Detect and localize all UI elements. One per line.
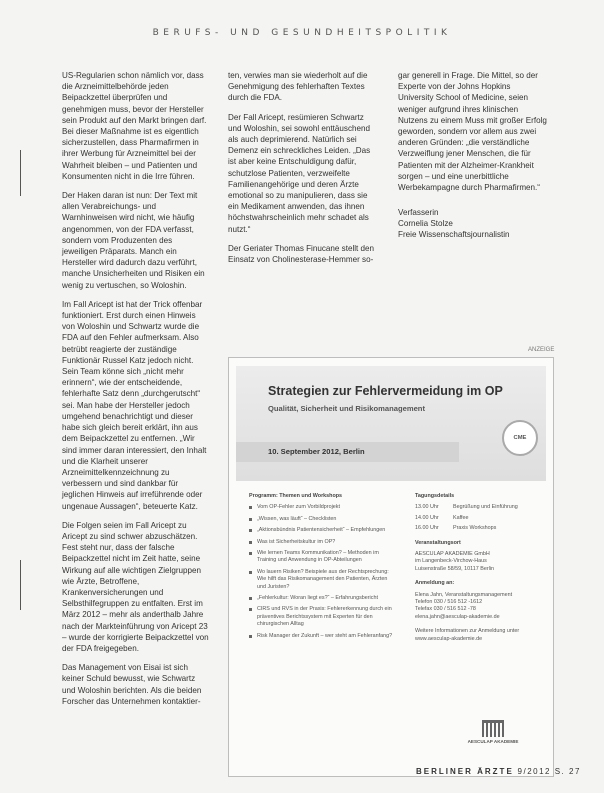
contact-line: Telefax 030 / 516 512 -78 <box>415 606 476 613</box>
paragraph: ten, verwies man sie wiederholt auf die Genehmigung des fehlerhaften Textes durch die FDA. <box>228 71 368 103</box>
contact-line: Elena Jahn, Veranstaltungsmanagement <box>415 591 513 598</box>
schedule-time: 16.00 Uhr <box>415 525 439 532</box>
logo-text: AESCULAP AKADEMIE <box>467 739 519 744</box>
paragraph: Der Geriater Thomas Finucane stellt den Einsatz von Cholinesterase-Hemmer so- <box>228 243 375 265</box>
text-column-3 <box>398 70 548 240</box>
program-item: CIRS und RVS in der Praxis: Fehlererkennung durch ein präventives Berichtssystem mit Experten für den chirurgischen Alltag <box>249 606 397 628</box>
ad-date: 10. September 2012, Berlin <box>236 442 459 462</box>
schedule-desc: Praxis Workshops <box>453 525 497 532</box>
advertisement <box>228 357 554 777</box>
ad-banner <box>236 366 546 481</box>
program-item: Vom OP-Fehler zum Vorbildprojekt <box>249 504 397 511</box>
text-column-2 <box>228 70 378 273</box>
ad-program <box>249 493 397 644</box>
paragraph: Im Fall Aricept ist hat der Trick offenbar funktioniert. Erst durch einen Hinweis von Woloshin und Schwartz wurde die FDA auf den Fehler aufmerksam. Also betrübt reagierte der zuständige Funktionär Russel Katz jedoch nicht. Sein Team könne sich „nicht mehr erinnern“, wie der entscheidende, fehlerhafte Satz denn „durchgerutscht“ sei. Man habe der Hersteller jedoch umgehend benachrichtigt und dieser habe sich gleich bereit erklärt, ihn aus dem Beipackzettel zu entfernen. „Wir sind immer daran interessiert, den Inhalt und die Klarheit unserer Arzneimittelkennzeichnung zu verbessern und sind dankbar für jeglichen Hinweis auf irreführende oder ungenaue Aussagen“, beteuerte Katz. <box>62 299 207 511</box>
registration-block <box>415 628 543 643</box>
schedule-time: 14.00 Uhr <box>415 514 439 521</box>
registration-line: Weitere Informationen zur Anmeldung unter <box>415 628 520 635</box>
contact-line: Telefon 030 / 516 512 -1612 <box>415 599 483 606</box>
schedule-desc: Begrüßung und Einführung <box>453 504 518 511</box>
organizer-block <box>415 540 543 574</box>
journal-name: BERLINER ÄRZTE <box>416 767 514 776</box>
program-item: „Wissen, was läuft“ – Checklisten <box>249 516 397 523</box>
text-column-1 <box>62 70 210 715</box>
organizer-line: im Langenbeck-Virchow-Haus <box>415 558 487 565</box>
section-header: BERUFS- UND GESUNDHEITSPOLITIK <box>152 28 452 38</box>
program-item: Wo lauern Risiken? Beispiele aus der Rechtsprechung: Wie hilft das Risikomanagement den Patienten, Ärzten und Juristen? <box>249 569 397 591</box>
schedule-heading: Tagungsdetails <box>415 493 455 499</box>
contact-block <box>415 580 543 621</box>
paragraph: Der Haken daran ist nun: Der Text mit allen Verabreichungs- und Warnhinweisen wird nicht, wie häufig angenommen, von der FDA verfasst, sondern vom Produzenten des jeweiligen Präparats. Manch ein Hersteller wird dadurch dazu verführt, manche Unsicherheiten und Risiken ein wenig zu vertuschen, so Woloshin. <box>62 191 205 290</box>
margin-mark <box>20 150 21 196</box>
organizer-heading: Veranstaltungsort <box>415 539 461 546</box>
paragraph: Der Fall Aricept, resümieren Schwartz und Woloshin, sei sowohl enttäuschend als auch deprimierend. Natürlich sei Demenz ein schreckliches Leiden. „Das ist aber keine Entschuldigung dafür, schutzlose Patienten, verzweifelte Familienangehörige und deren Ärzte emotional so zu manipulieren, dass sie ein Medikament anwenden, das ihnen höchstwahrscheinlich mehr schadet als nutzt.“ <box>228 112 371 234</box>
contact-heading: Anmeldung an: <box>415 580 455 587</box>
author-role: Freie Wissenschaftsjournalistin <box>398 230 510 240</box>
program-item: „Fehlerkultur: Woran liegt es?“ – Erfahrungsbericht <box>249 595 397 602</box>
cme-seal: CME <box>502 420 538 456</box>
schedule-row <box>415 525 543 532</box>
paragraph: US-Regularien schon nämlich vor, dass die Arzneimittelbehörde jeden Beipackzettel überprüfen und genehmigen muss, bevor der Hersteller sein Produkt auf den Markt bringen darf. Bei dieser Maßnahme ist es eigentlich sicherzustellen, dass Pharmafirmen in ihrer Werbung für Arzneimittel bei der Wahrheit bleiben – und Patienten und Konsumenten nicht in die Irre führen. <box>62 71 207 181</box>
program-item: „Aktionsbündnis Patientensicherheit“ – Empfehlungen <box>249 527 397 534</box>
program-heading: Programm: Themen und Workshops <box>249 493 343 499</box>
organizer-line: Luisenstraße 58/59, 10117 Berlin <box>415 565 495 572</box>
ad-label: ANZEIGE <box>528 347 555 353</box>
signoff-label: Verfasserin <box>398 208 439 218</box>
program-item: Risk Manager der Zukunft – wer steht am Fehleranfang? <box>249 633 397 640</box>
schedule-desc: Kaffee <box>453 514 469 521</box>
issue-info: 9/2012 S. 27 <box>517 767 581 776</box>
registration-link[interactable]: www.aesculap-akademie.de <box>415 635 483 642</box>
paragraph: Die Folgen seien im Fall Aricept zu Aricept zu sind schwer abzuschätzen. Fest steht nur, dass der falsche Beipackzettel nicht im Zeit hatte, seine Wirkung auf alle wichtigen Zielgruppen wie Ärzte, Betroffene, Krankenversicherungen und Selbsthilfegruppen zu entfalten. Erst im März 2012 – mehr als anderthalb Jahre nach der Markteinführung von Aricept 23 – wurde der korrigierte Beipackzettel von der FDA freigegeben. <box>62 520 209 653</box>
schedule-row <box>415 515 543 522</box>
organizer-line: AESCULAP AKADEMIE GmbH <box>415 551 490 558</box>
paragraph: Das Management von Eisai ist sich keiner Schuld bewusst, wie Schwartz und Woloshin berichten. Als die beiden Forscher das Unternehmen kontaktier- <box>62 663 202 706</box>
margin-mark <box>20 560 21 610</box>
schedule-time: 13.00 Uhr <box>415 504 439 511</box>
temple-icon <box>482 720 504 737</box>
ad-details <box>415 493 543 643</box>
author-signoff <box>398 207 548 240</box>
program-item: Was ist Sicherheitskultur im OP? <box>249 539 397 546</box>
ad-title: Strategien zur Fehlervermeidung im OP <box>268 384 503 398</box>
aesculap-logo <box>467 720 519 756</box>
author-name: Cornelia Stolze <box>398 219 453 229</box>
ad-subtitle: Qualität, Sicherheit und Risikomanagement <box>268 404 425 413</box>
schedule-row <box>415 504 543 511</box>
page-footer <box>416 767 581 776</box>
program-item: Wie lernen Teams Kommunikation? – Methoden im Training und Anwendung in OP-Abteilungen <box>249 550 397 565</box>
contact-line: elena.jahn@aesculap-akademie.de <box>415 613 500 620</box>
paragraph: gar generell in Frage. Die Mittel, so der Experte von der Johns Hopkins University School of Medicine, seien weniger aufgrund ihres klinischen Nutzens zu einem Muss mit großer Erfolg geworden, sondern vor allem aus zwei anderen Gründen: „die verständliche Verzweiflung jener Menschen, die für Patienten mit der Alzheimer-Krankheit sorgen – und eine unerbittliche Werbekampagne durch Pharmafirmen.“ <box>398 71 547 193</box>
